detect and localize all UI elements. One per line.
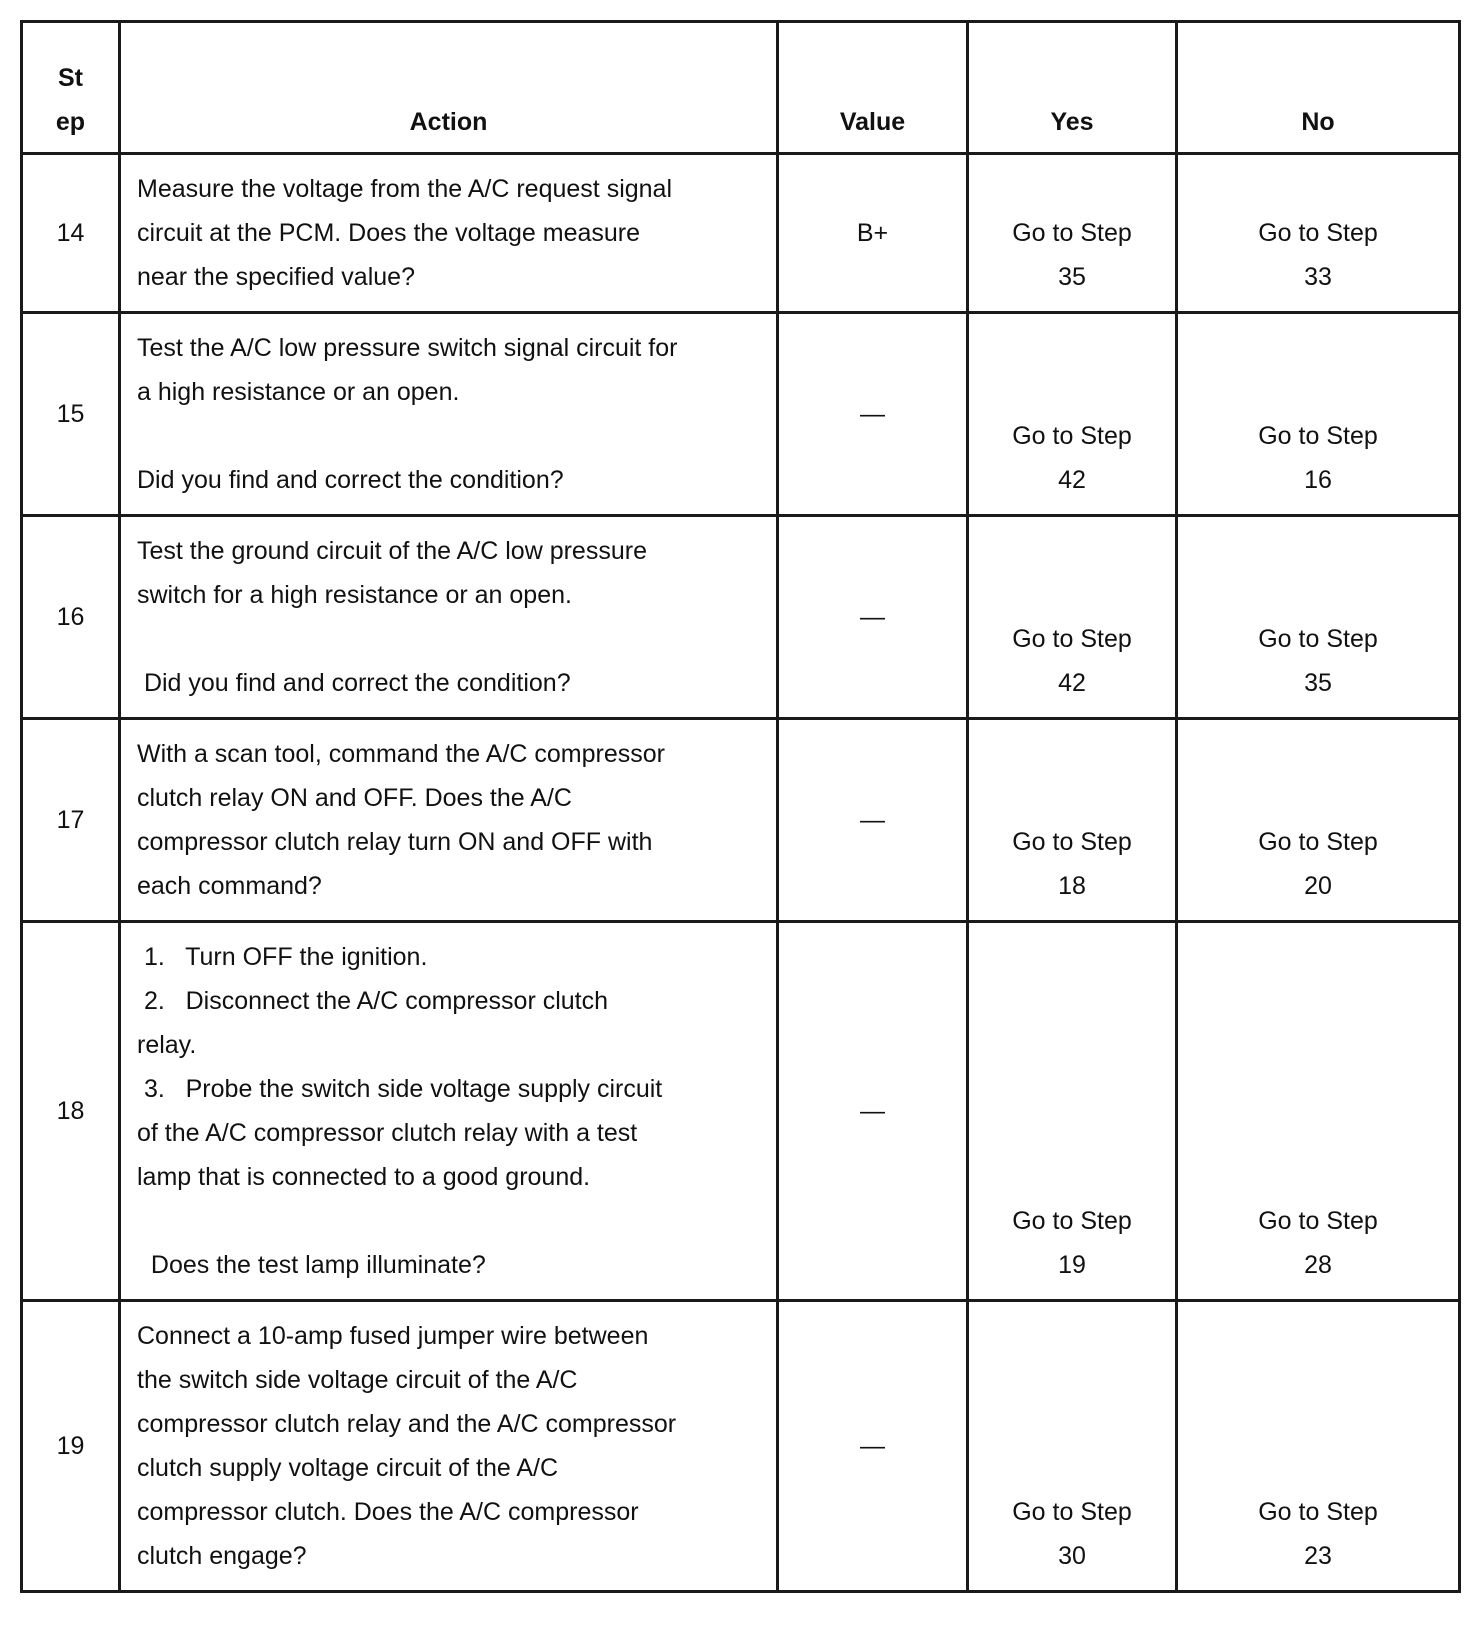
step-number: 15 (22, 313, 120, 516)
action-line: Connect a 10-amp fused jumper wire between (137, 1322, 649, 1350)
action-cell (120, 313, 778, 516)
action-cell (120, 516, 778, 719)
value-cell: — (778, 922, 968, 1301)
action-gap (137, 414, 736, 458)
no-goto-label[interactable]: Go to Step (1258, 1498, 1378, 1526)
action-line: switch for a high resistance or an open. (137, 581, 572, 609)
yes-cell (968, 1301, 1177, 1592)
yes-goto-label[interactable]: Go to Step (1012, 1207, 1132, 1235)
action-cell (120, 1301, 778, 1592)
no-cell (1177, 516, 1460, 719)
yes-goto-step-number[interactable]: 35 (1058, 263, 1086, 291)
value-cell: — (778, 1301, 968, 1592)
table-row (22, 313, 1460, 516)
no-goto-step-number[interactable]: 35 (1304, 669, 1332, 697)
action-line: 1. Turn OFF the ignition. (137, 943, 428, 971)
no-cell (1177, 313, 1460, 516)
yes-cell (968, 516, 1177, 719)
action-question: Does the test lamp illuminate? (137, 1251, 486, 1279)
header-row (22, 22, 1460, 154)
action-line: compressor clutch relay turn ON and OFF with (137, 828, 653, 856)
action-line: clutch relay ON and OFF. Does the A/C (137, 784, 572, 812)
header-value: Value (778, 22, 968, 154)
action-line: near the specified value? (137, 263, 415, 291)
yes-goto-label[interactable]: Go to Step (1012, 219, 1132, 247)
action-gap (137, 617, 736, 661)
no-goto-label[interactable]: Go to Step (1258, 422, 1378, 450)
value-cell: — (778, 719, 968, 922)
header-step (22, 22, 120, 154)
no-cell (1177, 1301, 1460, 1592)
action-line: clutch engage? (137, 1542, 307, 1570)
step-number: 18 (22, 922, 120, 1301)
step-number: 14 (22, 154, 120, 313)
action-line: 3. Probe the switch side voltage supply circuit (137, 1075, 663, 1103)
no-cell (1177, 922, 1460, 1301)
header-action: Action (120, 22, 778, 154)
action-line: compressor clutch relay and the A/C compressor (137, 1410, 677, 1438)
table-row (22, 154, 1460, 313)
table-row (22, 719, 1460, 922)
yes-goto-label[interactable]: Go to Step (1012, 625, 1132, 653)
step-number: 19 (22, 1301, 120, 1592)
yes-goto-step-number[interactable]: 42 (1058, 669, 1086, 697)
table-row (22, 1301, 1460, 1592)
action-line: compressor clutch. Does the A/C compressor (137, 1498, 639, 1526)
table-row (22, 922, 1460, 1301)
action-line: With a scan tool, command the A/C compressor (137, 740, 665, 768)
step-number: 16 (22, 516, 120, 719)
table-row (22, 516, 1460, 719)
action-cell (120, 719, 778, 922)
yes-goto-step-number[interactable]: 18 (1058, 872, 1086, 900)
action-gap (137, 1199, 736, 1243)
action-line: circuit at the PCM. Does the voltage measure (137, 219, 641, 247)
yes-cell (968, 719, 1177, 922)
action-line: Measure the voltage from the A/C request signal (137, 175, 673, 203)
action-question: Did you find and correct the condition? (137, 669, 571, 697)
no-cell (1177, 154, 1460, 313)
yes-goto-step-number[interactable]: 30 (1058, 1542, 1086, 1570)
value-cell: B+ (778, 154, 968, 313)
yes-goto-step-number[interactable]: 19 (1058, 1251, 1086, 1279)
yes-goto-step-number[interactable]: 42 (1058, 466, 1086, 494)
no-goto-label[interactable]: Go to Step (1258, 1207, 1378, 1235)
header-step-line1: St (58, 64, 83, 92)
value-cell: — (778, 313, 968, 516)
value-cell: — (778, 516, 968, 719)
yes-cell (968, 313, 1177, 516)
yes-goto-label[interactable]: Go to Step (1012, 422, 1132, 450)
yes-cell (968, 922, 1177, 1301)
header-step-line2: ep (55, 108, 86, 136)
action-line: 2. Disconnect the A/C compressor clutch (137, 987, 609, 1015)
step-number: 17 (22, 719, 120, 922)
yes-goto-label[interactable]: Go to Step (1012, 828, 1132, 856)
action-line: lamp that is connected to a good ground. (137, 1163, 591, 1191)
no-goto-step-number[interactable]: 16 (1304, 466, 1332, 494)
no-goto-step-number[interactable]: 28 (1304, 1251, 1332, 1279)
no-goto-step-number[interactable]: 20 (1304, 872, 1332, 900)
action-line: the switch side voltage circuit of the A/C (137, 1366, 578, 1394)
diagnostic-step-table (20, 20, 1461, 1593)
yes-goto-label[interactable]: Go to Step (1012, 1498, 1132, 1526)
action-cell (120, 154, 778, 313)
action-line: of the A/C compressor clutch relay with a test (137, 1119, 638, 1147)
header-no: No (1177, 22, 1460, 154)
no-goto-label[interactable]: Go to Step (1258, 828, 1378, 856)
action-line: relay. (137, 1031, 197, 1059)
no-goto-step-number[interactable]: 23 (1304, 1542, 1332, 1570)
action-cell (120, 922, 778, 1301)
action-line: a high resistance or an open. (137, 378, 460, 406)
header-yes: Yes (968, 22, 1177, 154)
action-line: each command? (137, 872, 322, 900)
no-goto-label[interactable]: Go to Step (1258, 219, 1378, 247)
action-line: clutch supply voltage circuit of the A/C (137, 1454, 559, 1482)
no-goto-step-number[interactable]: 33 (1304, 263, 1332, 291)
no-cell (1177, 719, 1460, 922)
action-question: Did you find and correct the condition? (137, 466, 564, 494)
action-line: Test the A/C low pressure switch signal circuit for (137, 334, 678, 362)
no-goto-label[interactable]: Go to Step (1258, 625, 1378, 653)
action-line: Test the ground circuit of the A/C low pressure (137, 537, 647, 565)
yes-cell (968, 154, 1177, 313)
